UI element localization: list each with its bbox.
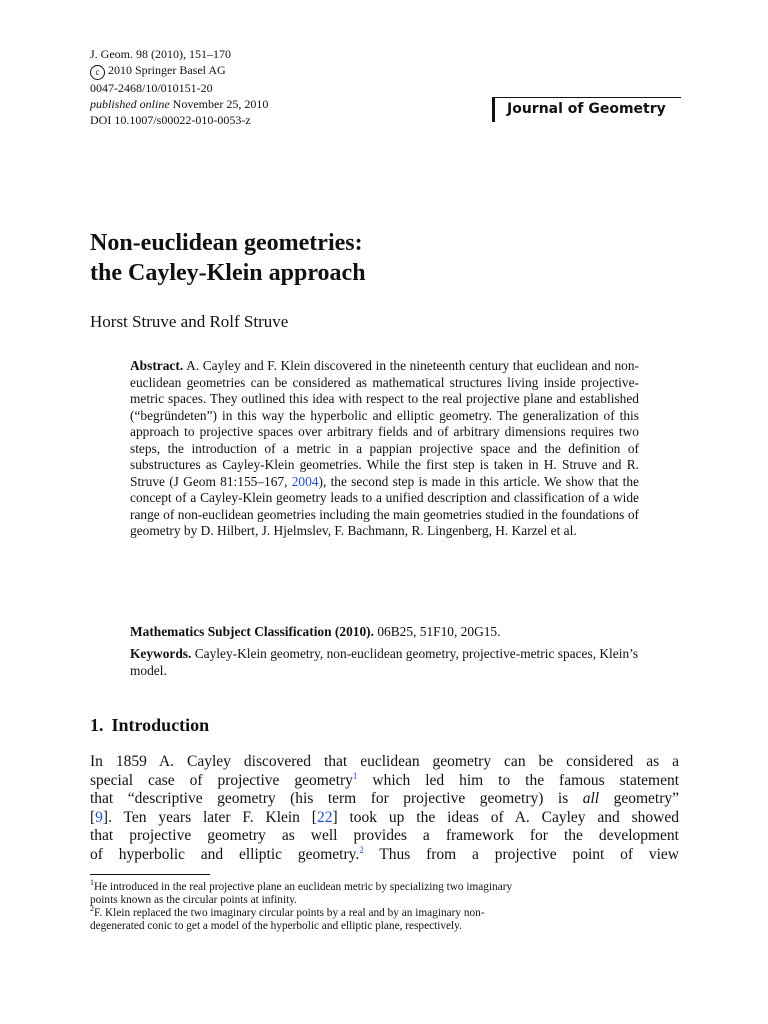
footnote-text: F. Klein replaced the two imaginary circular points by a real and by an imaginary non- xyxy=(94,907,485,919)
msc-value: 06B25, 51F10, 20G15. xyxy=(377,624,501,639)
body-text: special case of projective geometry xyxy=(90,771,353,789)
footnote-number: 2 xyxy=(90,904,94,914)
title-line-1: Non-euclidean geometries: xyxy=(90,230,363,256)
body-text: which led him to the famous statement xyxy=(357,771,680,789)
title-line-2: the Cayley-Klein approach xyxy=(90,260,366,286)
section-heading xyxy=(90,715,209,736)
doi: DOI 10.1007/s00022-010-0053-z xyxy=(90,113,251,127)
msc-label: Mathematics Subject Classification (2010). xyxy=(130,624,374,639)
footnote-number: 1 xyxy=(90,878,94,888)
body-line xyxy=(90,753,679,772)
reference-link-2004[interactable]: 2004 xyxy=(291,473,319,489)
abstract-label: Abstract. xyxy=(130,358,184,373)
paper-title xyxy=(90,228,366,288)
body-line xyxy=(90,809,679,828)
bracket-open: [ xyxy=(90,808,96,826)
body-text: of hyperbolic and elliptic geometry. xyxy=(90,845,360,863)
footnotes xyxy=(90,878,679,933)
emphasis-all: all xyxy=(582,790,600,808)
body-text: Thus from a projective point of view xyxy=(363,845,679,863)
body-text: that projective geometry as well provides a framework for the development xyxy=(90,827,679,845)
body-text: that “descriptive geometry (his term for projective geometry) is xyxy=(90,790,583,808)
body-line xyxy=(90,846,679,865)
authors: Horst Struve and Rolf Struve xyxy=(90,312,289,331)
reference-link-9[interactable]: 9 xyxy=(95,808,103,826)
body-line xyxy=(90,772,679,791)
footnote-2-cont: degenerated conic to get a model of the hyperbolic and elliptic plane, respectively. xyxy=(90,920,462,932)
copyright-icon: c xyxy=(90,65,105,80)
body-text: In 1859 A. Cayley discovered that euclidean geometry can be considered as a xyxy=(90,753,679,770)
footnote-2 xyxy=(90,904,679,920)
keywords-value: Cayley-Klein geometry, non-euclidean geometry, projective-metric spaces, Klein’s model. xyxy=(130,646,639,678)
reference-link-22[interactable]: 22 xyxy=(316,808,333,826)
section-number: 1. xyxy=(90,715,104,735)
keywords-label: Keywords. xyxy=(130,646,192,661)
footnote-link-1[interactable]: 1 xyxy=(352,770,358,781)
journal-badge xyxy=(492,97,681,122)
section-title: Introduction xyxy=(111,715,210,735)
keywords xyxy=(130,646,639,679)
published-date: November 25, 2010 xyxy=(172,97,269,111)
footnote-1-cont: points known as the circular points at infinity. xyxy=(90,894,297,906)
issn: 0047-2468/10/010151-20 xyxy=(90,81,213,95)
published-label: published online xyxy=(90,97,170,111)
msc-classification xyxy=(130,624,639,641)
copyright-line xyxy=(90,62,268,80)
journal-name: Journal of Geometry xyxy=(507,101,666,117)
publication-date xyxy=(90,96,268,112)
body-text: ] took up the ideas of A. Cayley and showed xyxy=(332,808,679,826)
abstract xyxy=(130,358,639,540)
body-line xyxy=(90,827,679,846)
copyright-text: 2010 Springer Basel AG xyxy=(108,63,226,77)
article-metadata xyxy=(90,46,268,128)
body-text: geometry” xyxy=(599,790,680,808)
abstract-text-1: A. Cayley and F. Klein discovered in the nineteenth century that euclidean and non-euclidean geometries can be considered as mathematical structures living inside projective-metric spaces. They outlined this idea with respect to the real projective plane and established (“begründeten”) in this way the hyperbolic and elliptic geometry. The generalization of this approach to projective spaces over arbitrary fields and of arbitrary dimensions requires two steps, the introduction of a metric in a pappian projective space and the definition of substructures as Cayley-Klein geometries. While the first step is taken in H. Struve and R. Struve (J Geom 81:155–167, xyxy=(130,358,640,489)
footnote-text: He introduced in the real projective plane an euclidean metric by specializing two imaginary xyxy=(94,881,513,893)
footnote-divider xyxy=(90,874,210,875)
body-line xyxy=(90,790,679,809)
footnote-link-2[interactable]: 2 xyxy=(359,844,364,855)
body-paragraph xyxy=(90,753,679,865)
abstract-text-2: ), the second step is made in this article. We show that the concept of a Cayley-Klein geometry leads to a unified description and classification of a wide range of non-euclidean geometries including the main geometries studied in the foundations of geometry by D. Hilbert, J. Hjelmslev, F. Bachmann, R. Lingenberg, H. Karzel et al. xyxy=(130,473,639,538)
citation: J. Geom. 98 (2010), 151–170 xyxy=(90,47,231,61)
body-text: ]. Ten years later F. Klein [ xyxy=(102,808,317,826)
footnote-1 xyxy=(90,878,679,894)
